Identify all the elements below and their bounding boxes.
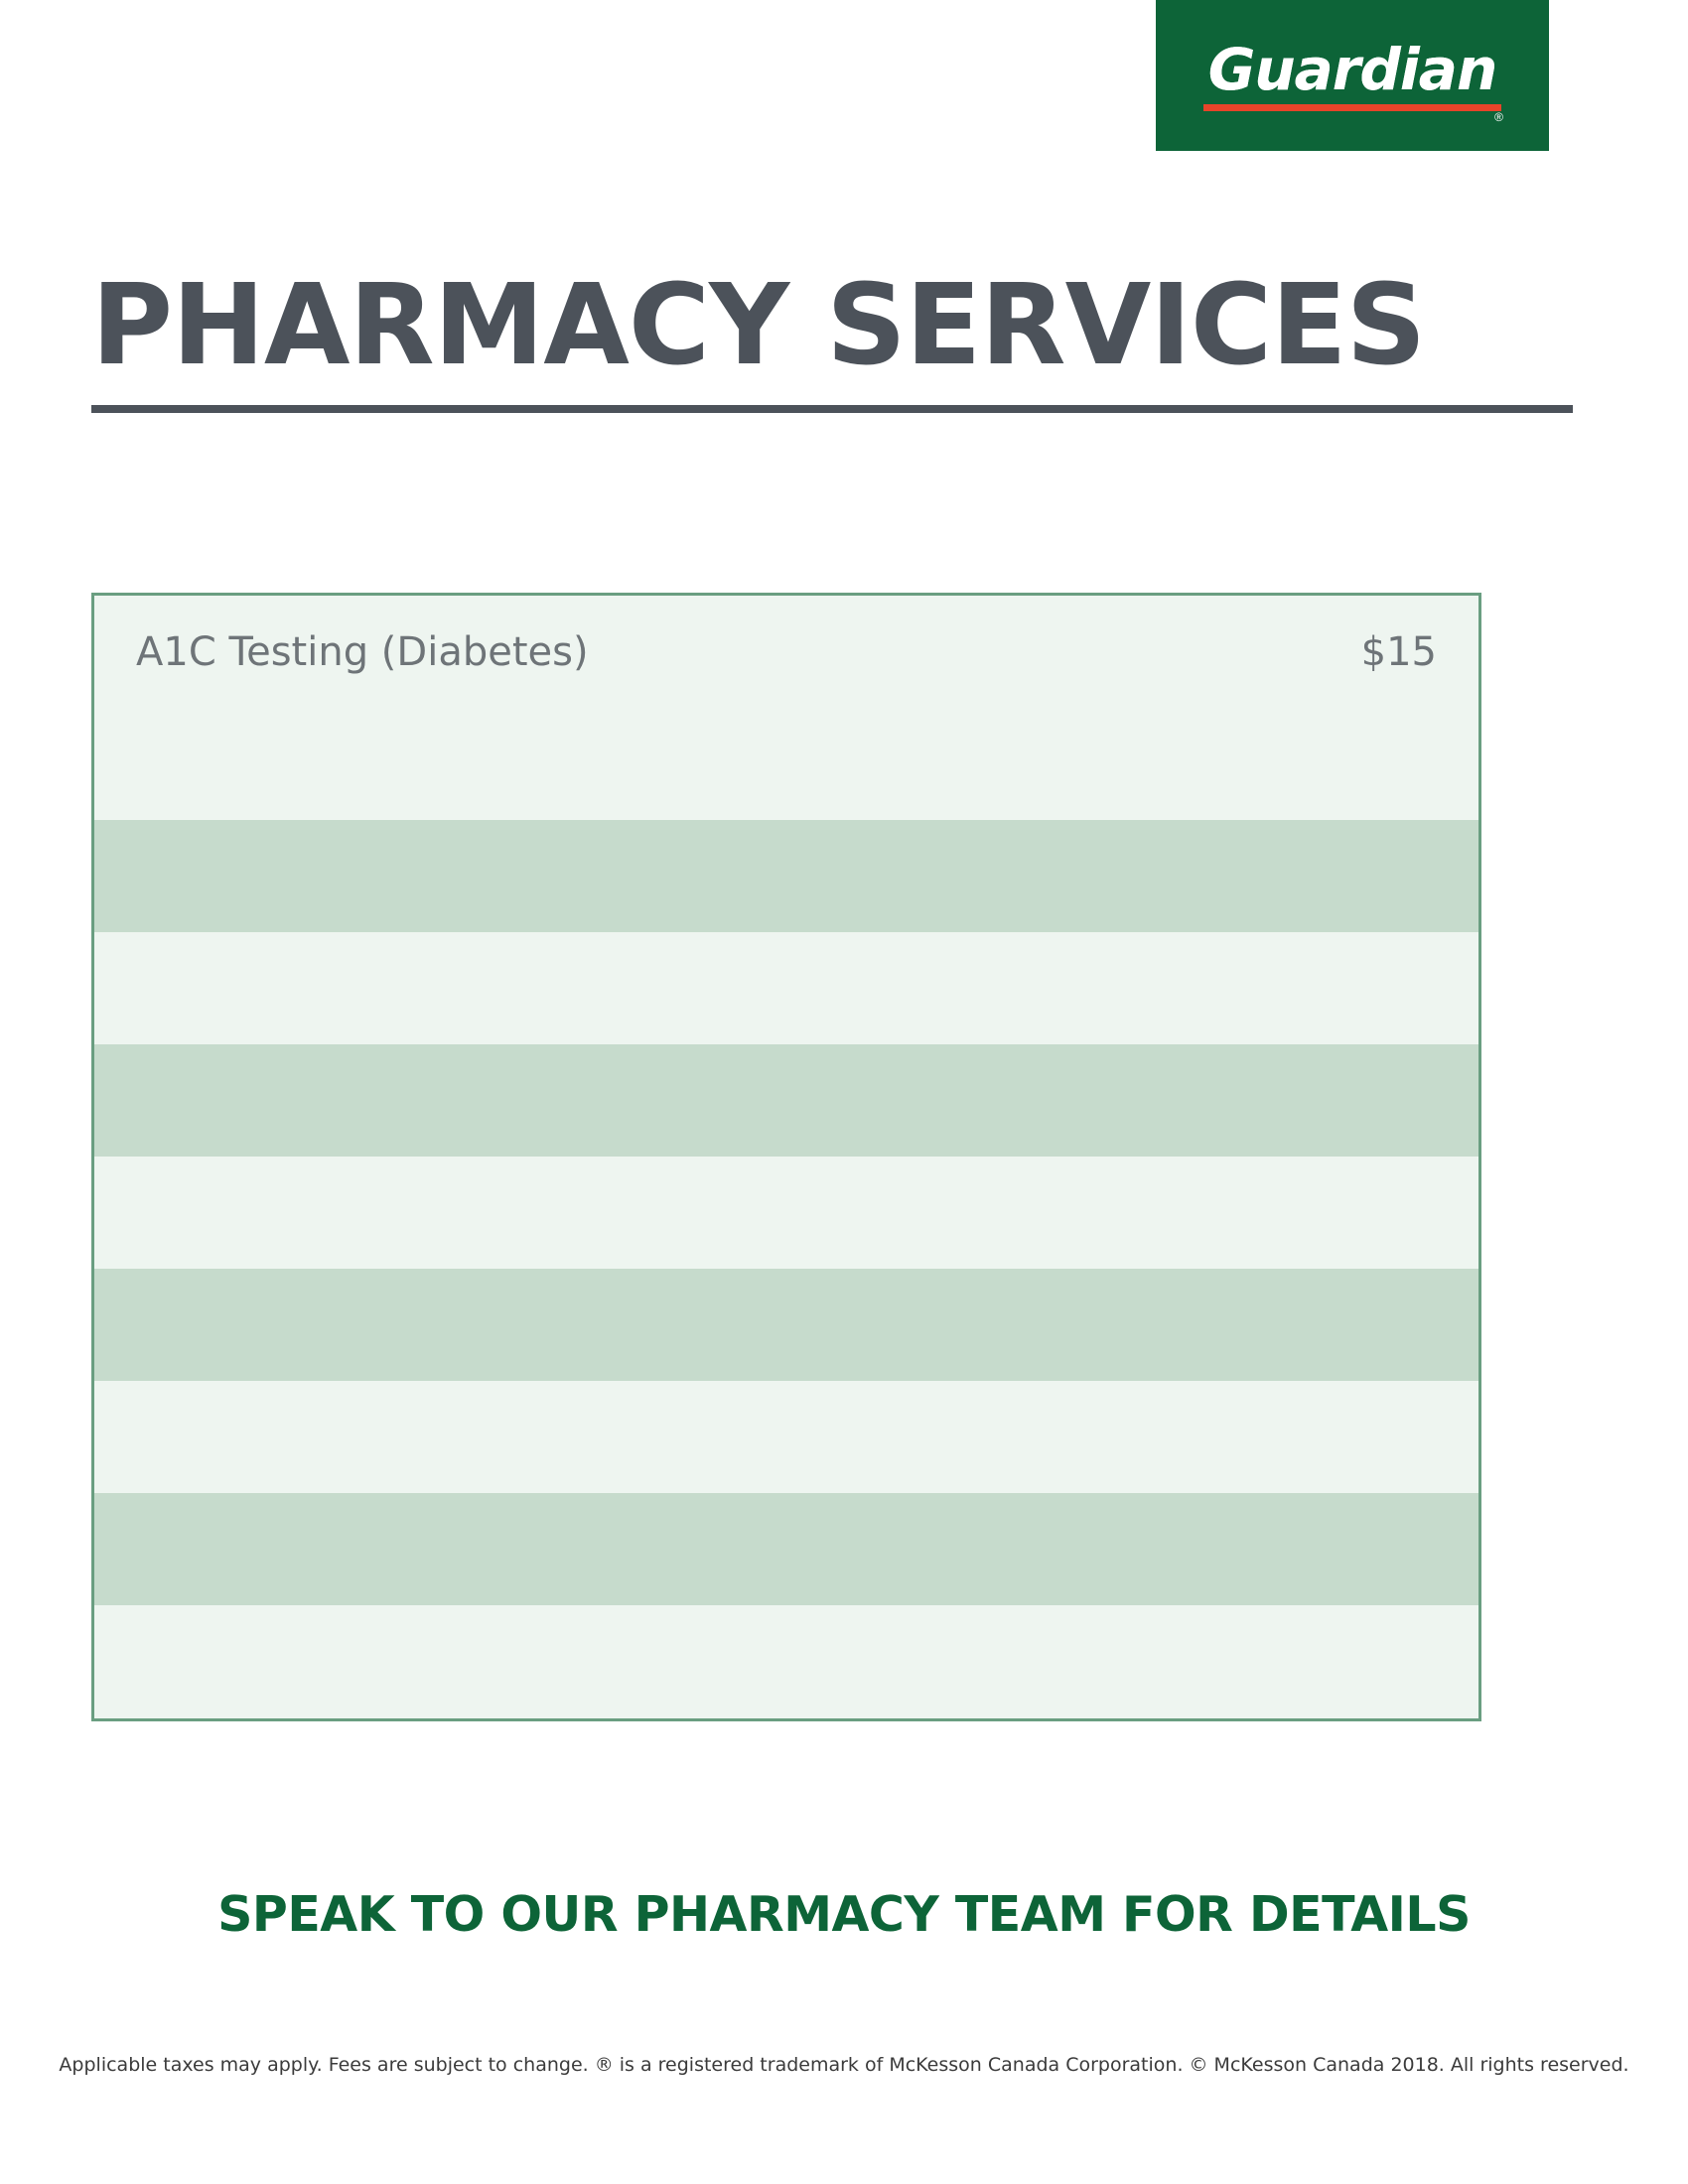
table-row xyxy=(94,1381,1478,1493)
brand-logo-wordmark: Guardian xyxy=(1207,35,1497,103)
table-row xyxy=(94,1044,1478,1157)
service-price: $15 xyxy=(1360,628,1437,675)
services-table xyxy=(91,593,1481,1721)
call-to-action-text: SPEAK TO OUR PHARMACY TEAM FOR DETAILS xyxy=(217,1886,1471,1943)
table-row xyxy=(94,596,1478,708)
table-row xyxy=(94,1493,1478,1605)
table-row xyxy=(94,1157,1478,1269)
page-header xyxy=(91,261,1576,413)
brand-logo-underline xyxy=(1203,104,1503,124)
service-name: A1C Testing (Diabetes) xyxy=(136,628,589,675)
title-divider xyxy=(91,405,1573,413)
legal-disclaimer: Applicable taxes may apply. Fees are subject to change. ® is a registered trademark of McKesson Canada Corporation. © McKesson Canada 2018. All rights reserved. xyxy=(59,2054,1629,2076)
table-row xyxy=(94,708,1478,820)
page-title: PHARMACY SERVICES xyxy=(91,261,1426,390)
table-row xyxy=(94,1269,1478,1381)
table-row xyxy=(94,1605,1478,1717)
brand-logo xyxy=(1156,0,1549,151)
table-row xyxy=(94,820,1478,932)
registered-trademark-icon: ® xyxy=(1494,109,1503,124)
table-row xyxy=(94,932,1478,1044)
